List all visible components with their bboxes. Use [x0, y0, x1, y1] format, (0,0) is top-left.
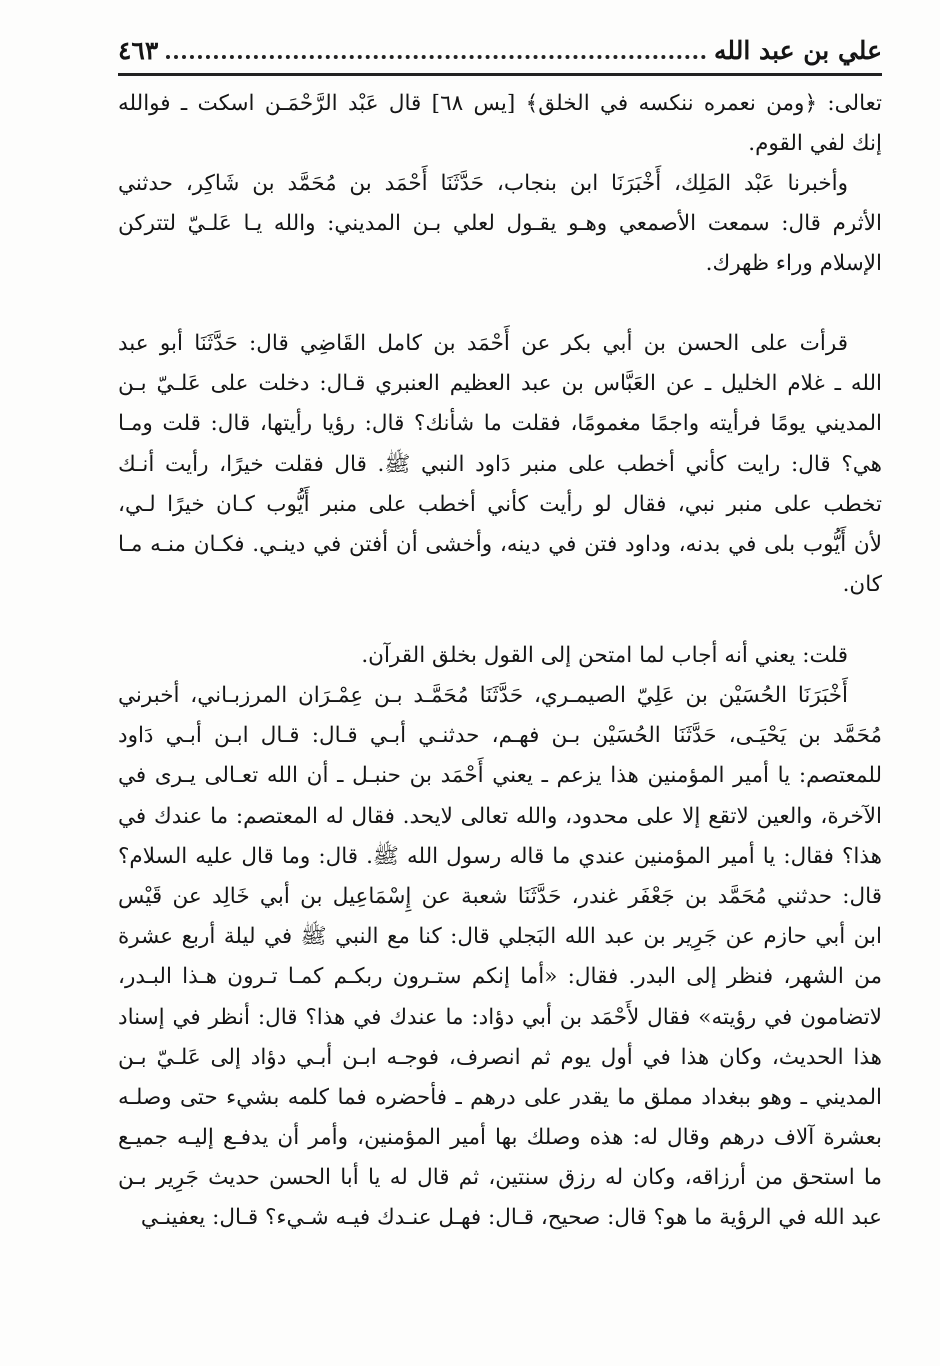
text-line: تخطب على منبر نبي، فقال لو رأيت كأني أخطب على منبر أَيُّوب كـان خيرًا لـي، [118, 491, 882, 517]
text-line: الله ـ غلام الخليل ـ عن العَبَّاس بن عبد العظيم العنبري قـال: دخلت على عَلـيّ بـن [118, 371, 882, 397]
paragraph [118, 164, 882, 285]
text-line: إنك لفي القوم. [748, 131, 882, 157]
text-line: وأخبرنا عَبْد المَلِك، أَخْبَرَنَا ابن بنجاب، حَدَّثَنَا أَحْمَد بن مُحَمَّد بن شَاكِر، حدثني [118, 171, 848, 196]
text-line: قلت: يعني أنه أجاب لما امتحن إلى القول بخلق القرآن. [361, 643, 848, 668]
text-line: لأن أَيُّوب بلى في بدنه، وداود فتن في دينه، وأخشى أن أفتن في دينـي. فكـان منـه مـا [118, 531, 882, 557]
text-line: مُحَمَّد بن يَحْيَـى، حَدَّثَنَا الحُسَيْن بـن فهـم، حدثنـي أبـي قـال: قـال ابـن أبـي دَاود [118, 723, 882, 749]
text-line: بعشرة آلاف درهم وقال له: هذه وصلك بها أمير المؤمنين، وأمر أن يدفـع إليـه جميـع [118, 1125, 882, 1151]
text-line: هي؟ قال: رايت كأني أخطب على منبر دَاود النبي ﷺ. قال فقلت خيرًا، رأيت أنـك [118, 451, 882, 477]
text-line: ما استحق من أرزاقه، وكان له رزق سنتين، ثم قال له يا أبا الحسن حديث جَرِير بـن [118, 1165, 882, 1191]
text-line: الآخرة، والعين لاتقع إلا على محدود، والله تعالى لايحد. فقال له المعتصم: ما عندك في [118, 803, 882, 829]
paragraph [118, 676, 882, 1239]
running-header [118, 30, 882, 70]
header-rule [118, 73, 882, 76]
text-line: قال: حدثني مُحَمَّد بن جَعْفَر غندر، حَدَّثَنَا شعبة عن إِسْمَاعِيل بن أبي خَالِد عن قَيْس [118, 883, 882, 909]
text-line: أَخْبَرَنَا الحُسَيْن بن عَلِيّ الصيمـري، حَدَّثَنَا مُحَمَّـد بـن عِمْـرَان المرزبـاني، أخبرني [118, 683, 848, 708]
text-line: هذا؟ فقال: يا أمير المؤمنين عندي ما قاله رسول الله ﷺ. قال: وما قال عليه السلام؟ [118, 843, 882, 869]
text-line: هذا الحديث، وكان هذا في أول يوم ثم انصرف، فوجـه ابـن أبـي دؤاد إلى عَلـيّ بـن [118, 1044, 882, 1070]
text-line: ابن أبي حازم عن جَرِير بن عبد الله البَجلي قال: كنا مع النبي ﷺ في ليلة أربع عشرة [118, 924, 882, 950]
header-title: علي بن عبد الله [714, 35, 882, 65]
text-line: من الشهر، فنظر إلى البدر. فقال: «أما إنكم ستـرون ربكـم كمـا تـرون هـذا البـدر، [118, 964, 882, 990]
text-line: للمعتصم: يا أمير المؤمنين هذا يزعم ـ يعني أَحْمَد بن حنبـل ـ أن الله تعـالى يـرى في [118, 763, 882, 789]
header-dot-leader [166, 41, 706, 59]
text-line: قرأت على الحسن بن أبي بكر عن أَحْمَد بن كامل القَاضِي قال: حَدَّثَنَا أبو عبد [118, 331, 848, 356]
paragraph [118, 84, 882, 164]
text-line: المديني يومًا فرأيته واجمًا مغمومًا، فقلت ما شأنك؟ قال: رؤيا رأيتها، قال: قلت ومـا [118, 411, 882, 437]
paragraph [118, 636, 882, 676]
text-line: الإسلام وراء ظهرك. [705, 251, 882, 277]
text-line: الأثرم قال: سمعت الأصمعي وهـو يقـول لعلي بـن المديني: والله يـا عَلـيّ لتتركن [118, 211, 882, 237]
page-number: ٤٦٣ [118, 35, 159, 65]
text-line: المديني ـ وهو ببغداد مملق ما يقدر على درهم ـ فأحضره فما كلمه بشيء حتى وصلـه [118, 1084, 882, 1110]
text-line: كان. [842, 572, 882, 598]
text-line: تعالى: ﴿ومن نعمره ننكسه في الخلق﴾ [يس ٦٨] قال عَبْد الرَّحْمَـن اسكت ـ فوالله [118, 91, 882, 116]
text-line: لاتضامون في رؤيته» فقال لأَحْمَد بن أبي دؤاد: ما عندك في هذا؟ قال: أنظر في إسناد [118, 1004, 882, 1030]
paragraph [118, 324, 882, 605]
text-line: عبد الله في الرؤية ما هو؟ قال: صحيح، قـال: فهـل عنـدك فيـه شـيء؟ قـال: يعفينـي [140, 1205, 882, 1231]
